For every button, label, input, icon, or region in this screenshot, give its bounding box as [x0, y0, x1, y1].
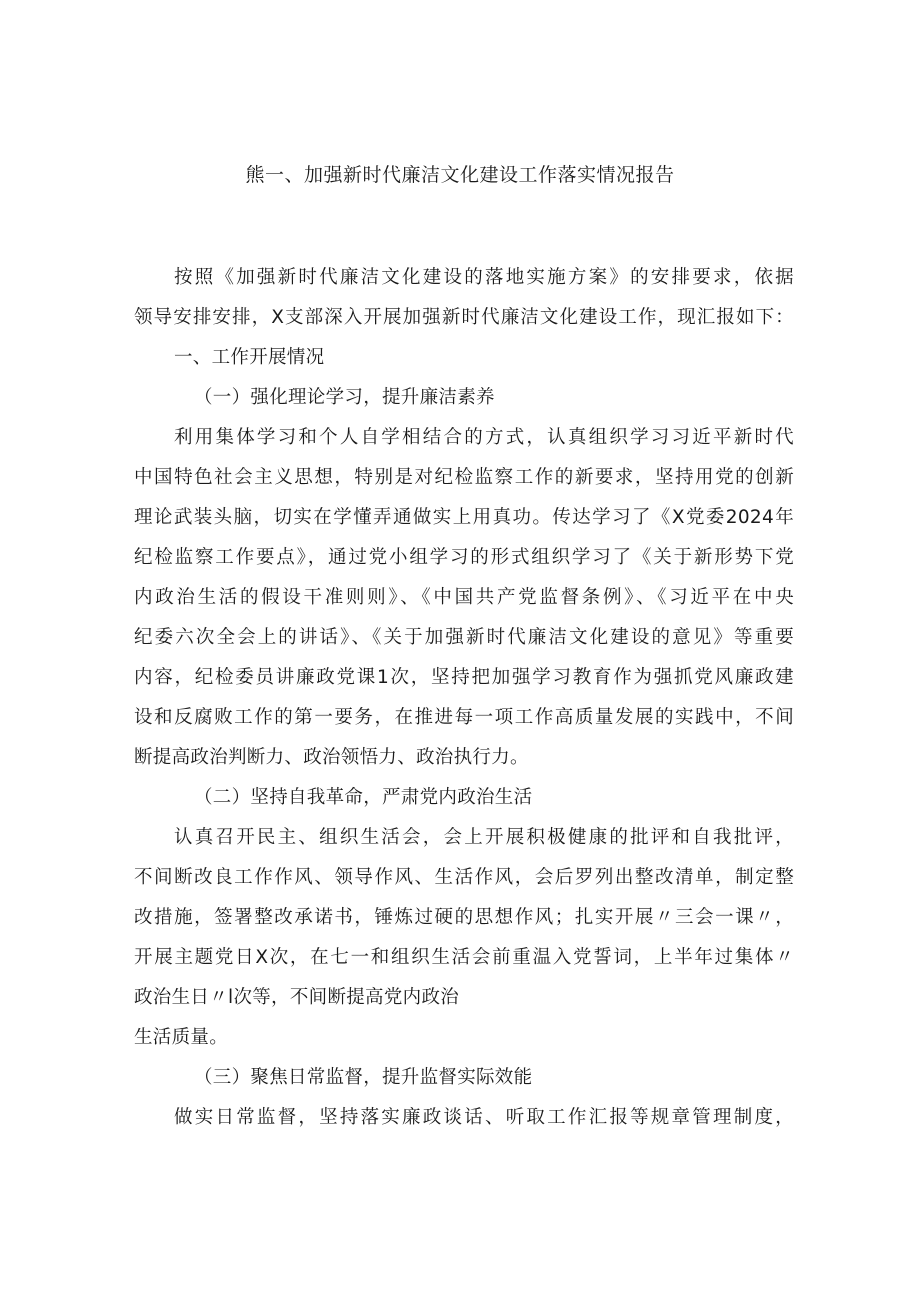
- paragraph-line: 开展主题党日X次，在七一和组织生活会前重温入党誓词，上半年过集体〃: [134, 947, 794, 968]
- paragraph-line: 中国特色社会主义思想，特别是对纪检监察工作的新要求，坚持用党的创新: [134, 467, 794, 488]
- document-body: [134, 258, 794, 1138]
- section-heading: 一、工作开展情况: [174, 347, 325, 368]
- paragraph-line: 利用集体学习和个人自学相结合的方式，认真组织学习习近平新时代: [174, 427, 794, 448]
- paragraph-line: 断提高政治判断力、政治领悟力、政治执行力。: [134, 747, 529, 768]
- paragraph-line: 做实日常监督，坚持落实廉政谈话、听取工作汇报等规章管理制度，: [174, 1107, 794, 1128]
- subsection-heading: （二）坚持自我革命，严肃党内政治生活: [194, 787, 533, 808]
- paragraph-line: 设和反腐败工作的第一要务，在推进每一项工作高质量发展的实践中，不间: [134, 707, 794, 728]
- paragraph-line: 领导安排安排，X支部深入开展加强新时代廉洁文化建设工作，现汇报如下：: [134, 307, 794, 328]
- paragraph-line: 内容，纪检委员讲廉政党课1次，坚持把加强学习教育作为强抓党风廉政建: [134, 667, 794, 688]
- paragraph-line: 改措施，签署整改承诺书，锤炼过硬的思想作风；扎实开展〃三会一课〃，: [134, 907, 794, 928]
- paragraph-line: 按照《加强新时代廉洁文化建设的落地实施方案》的安排要求，依据: [174, 267, 794, 288]
- paragraph-line: 不间断改良工作作风、领导作风、生活作风，会后罗列出整改清单，制定整: [134, 867, 794, 888]
- subsection-heading: （三）聚焦日常监督，提升监督实际效能: [194, 1067, 533, 1088]
- paragraph-line: 纪委六次全会上的讲话》、《关于加强新时代廉洁文化建设的意见》等重要: [134, 627, 794, 648]
- paragraph-line: 内政治生活的假设干准则则》、《中国共产党监督条例》、《习近平在中央: [134, 587, 794, 608]
- paragraph-line: 理论武装头脑，切实在学懂弄通做实上用真功。传达学习了《X党委2024年: [134, 507, 794, 528]
- paragraph-line: 生活质量。: [134, 1027, 229, 1048]
- paragraph-line: 政治生日〃l次等，不间断提高党内政治: [134, 987, 460, 1008]
- paragraph-line: 认真召开民主、组织生活会，会上开展积极健康的批评和自我批评，: [174, 827, 794, 848]
- subsection-heading: （一）强化理论学习，提升廉洁素养: [194, 387, 495, 408]
- paragraph-line: 纪检监察工作要点》，通过党小组学习的形式组织学习了《关于新形势下党: [134, 547, 794, 568]
- document-title: 熊一、加强新时代廉洁文化建设工作落实情况报告: [245, 164, 675, 186]
